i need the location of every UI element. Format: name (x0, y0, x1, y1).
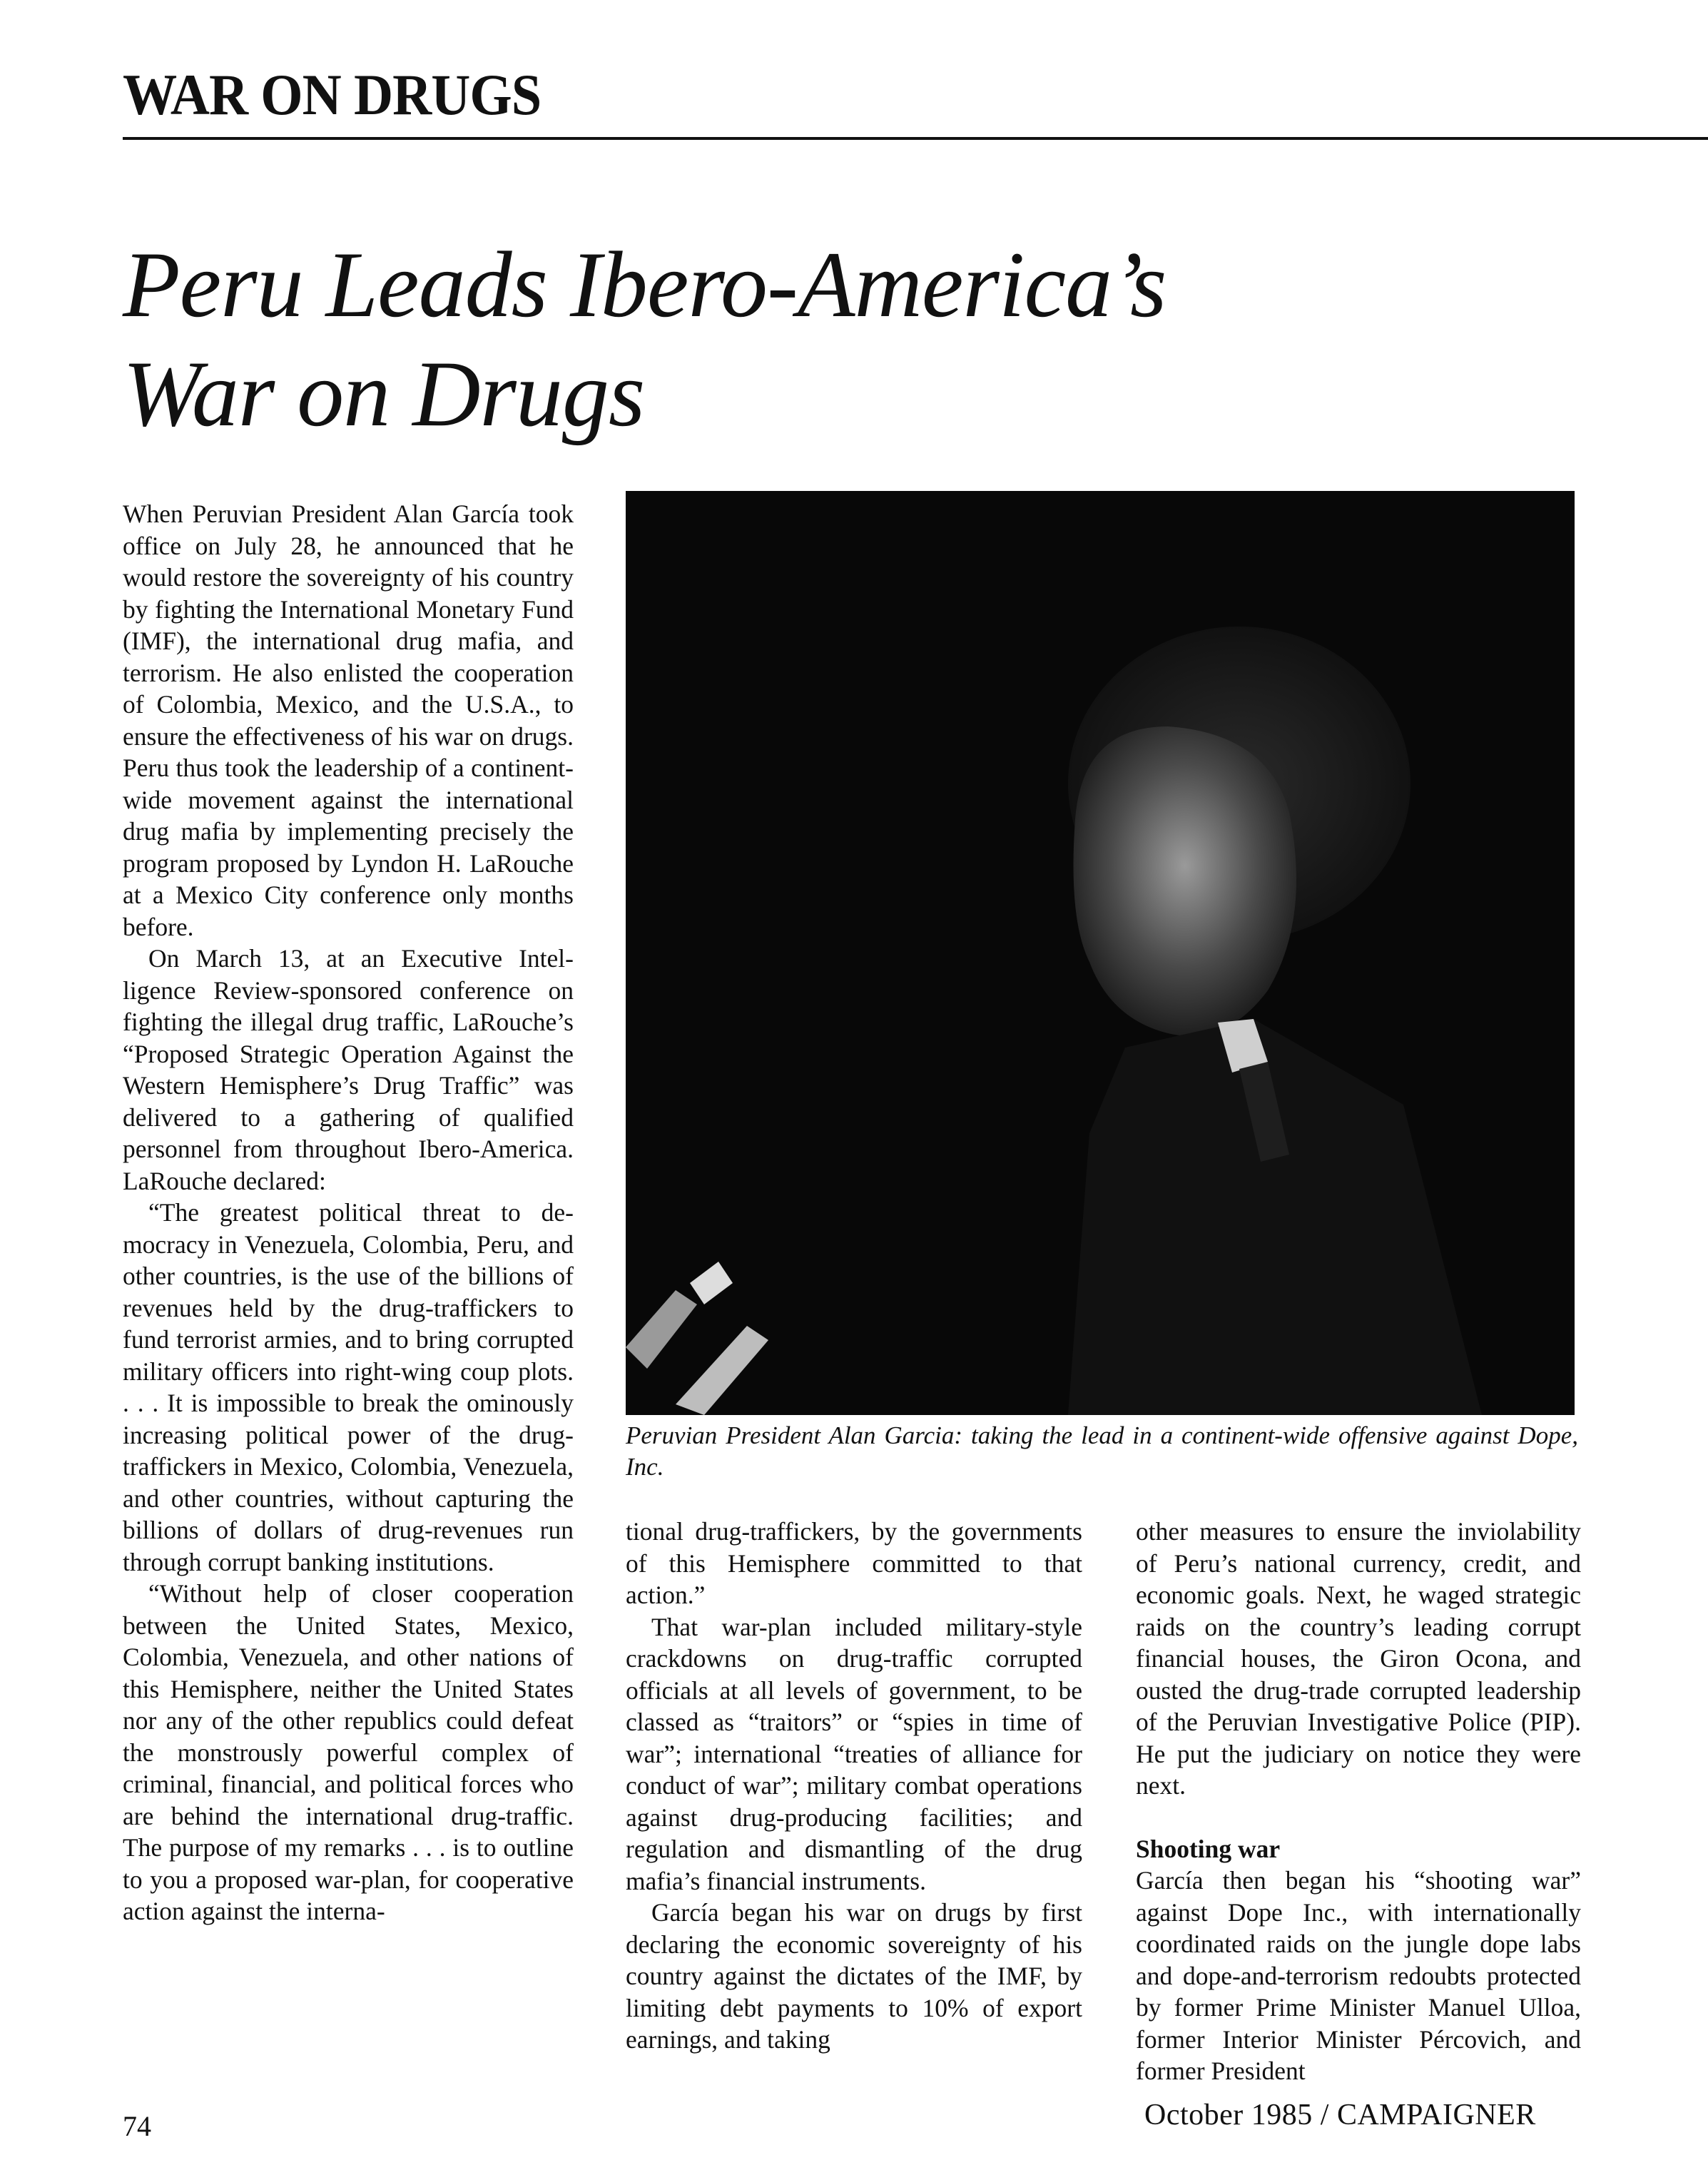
paragraph: tional drug-traffickers, by the governments of this Hemisphere committed to that action.” (626, 1517, 1082, 1609)
paragraph: On March 13, at an Executive Intelligence Review-sponsored conference on fighting the illegal drug traffic, LaRouche’s “Proposed Strategic Operation Against the Western Hemisphere’s Drug Traffic” was delivered to a gathering of qualified personnel from throughout Ibero-America. LaRouche declared: (123, 944, 574, 1195)
paragraph: That war-plan included military-style crackdowns on drug-traffic corrupted officials at all levels of government, to be classed as “traitors” or “spies in time of war”; international “treaties of alliance for conduct of war”; military combat operations against drug-producing facilities; and regulation and dismantling of the drug mafia’s financial instruments. (626, 1612, 1082, 1895)
title-line-1: Peru Leads Ibero-America’s (123, 232, 1166, 337)
page-number: 74 (123, 2110, 151, 2142)
article-title (123, 230, 1621, 448)
title-line-2: War on Drugs (123, 341, 645, 446)
column-1 (123, 498, 574, 1927)
paragraph: other measures to ensure the inviolability of Peru’s national currency, credit, and economic goals. Next, he waged strategic raids on the country’s leading corrupt financial houses, the Giron Ocona, and ousted the drug-trade corrupted leadership of the Peruvian Investigative Police (PIP). He put the judiciary on notice they were next. (1136, 1517, 1581, 1800)
portrait-image (626, 491, 1575, 1415)
section-heading: WAR ON DRUGS (123, 62, 542, 127)
paragraph: García then began his “shooting war” against Dope Inc., with internationally coordinated raids on the jungle dope labs and dope-and-terrorism redoubts protected by former Prime Minister Manuel Ulloa, former Interior Minister Pércovich, and former President (1136, 1866, 1581, 2085)
paragraph: When Peruvian President Alan García took office on July 28, he announced that he would restore the sovereignty of his country by fighting the International Monetary Fund (IMF), the international drug mafia, and terrorism. He also enlisted the cooperation of Colombia, Mexico, and the U.S.A., to ensure the effectiveness of his war on drugs. Peru thus took the leadership of a continent-wide movement against the international drug mafia by implementing precisely the program proposed by Lyndon H. LaRouche at a Mexico City conference only months before. (123, 500, 574, 941)
photo-caption: Peruvian President Alan Garcia: taking the lead in a continent-wide offensive against Dope, Inc. (626, 1421, 1578, 1481)
column-3 (1136, 1516, 1581, 2087)
photo-alan-garcia (626, 491, 1575, 1415)
paragraph: “The greatest political threat to democracy in Venezuela, Colombia, Peru, and other countries, is the use of the billions of revenues held by the drug-traffickers to fund terrorist armies, and to bring corrupted military officers into right-wing coup plots. . . . It is impossible to break the ominously increasing political power of the drug-traffickers in Mexico, Colombia, Venezuela, and other countries, without capturing the billions of dollars of drug-revenues run through corrupt banking institutions. (123, 1198, 574, 1576)
paragraph: “Without help of closer cooperation between the United States, Mexico, Colombia, Venezuela, and other nations of this Hemisphere, neither the United States nor any of the other republics could defeat the monstrously powerful complex of criminal, financial, and political forces who are behind the international drug-traffic. The purpose of my remarks . . . is to outline to you a proposed war-plan, for cooperative action against the interna- (123, 1579, 574, 1925)
subheading-shooting-war: Shooting war (1136, 1834, 1281, 1863)
paragraph: García began his war on drugs by first declaring the economic sovereignty of his country against the dictates of the IMF, by limiting debt payments to 10% of export earnings, and taking (626, 1898, 1082, 2054)
column-2 (626, 1516, 1082, 2056)
issue-footer: October 1985 / CAMPAIGNER (1144, 2099, 1536, 2131)
section-rule (123, 137, 1708, 140)
